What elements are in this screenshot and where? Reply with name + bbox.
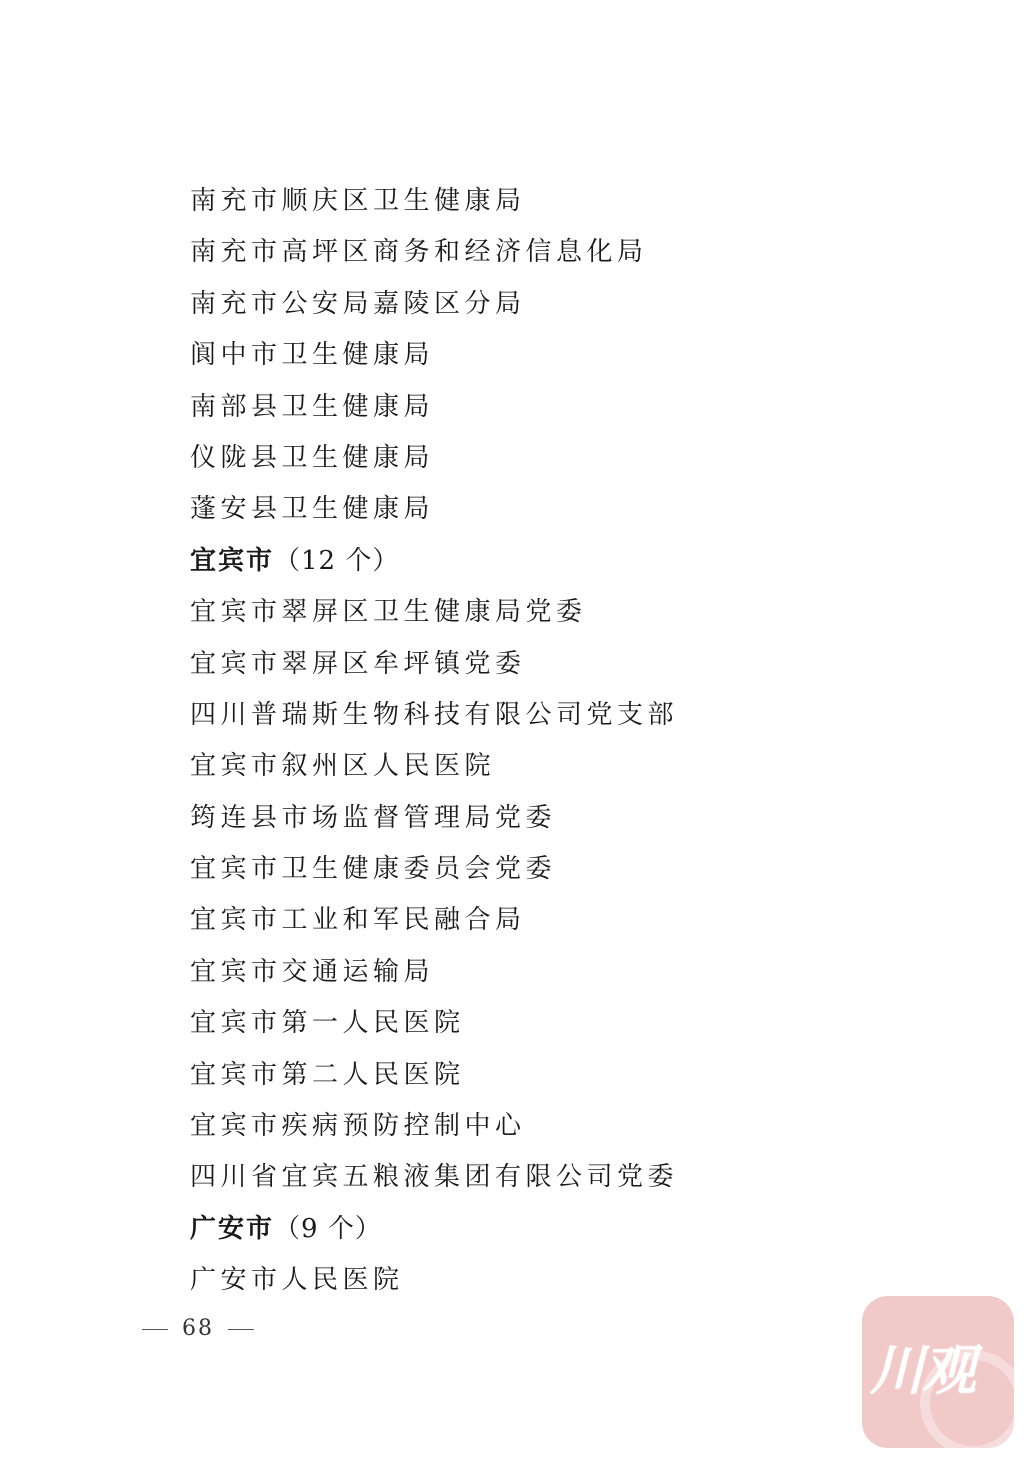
organization-list-item: 宜宾市翠屏区卫生健康局党委 [190, 597, 587, 628]
organization-list-item: 宜宾市交通运输局 [190, 956, 435, 987]
page-footer [142, 1316, 254, 1341]
organization-list-item: 南充市高坪区商务和经济信息化局 [190, 237, 648, 268]
footer-dash-right [228, 1329, 254, 1330]
organization-list-item: 南部县卫生健康局 [190, 391, 435, 422]
organization-list-item: 南充市顺庆区卫生健康局 [190, 186, 526, 216]
organization-list-item: 宜宾市第一人民医院 [190, 1008, 465, 1039]
organization-list-item: 四川省宜宾五粮液集团有限公司党委 [190, 1162, 679, 1193]
section-heading [190, 536, 678, 587]
organization-list-item: 宜宾市翠屏区牟坪镇党委 [190, 648, 526, 679]
organization-list-item: 宜宾市工业和军民融合局 [190, 905, 526, 936]
section-heading-count: （9 个） [274, 1213, 382, 1244]
page-number: 68 [182, 1316, 214, 1341]
section-heading-count: （12 个） [274, 545, 400, 576]
organization-list-item: 蓬安县卫生健康局 [190, 494, 435, 525]
section-heading [190, 1204, 678, 1255]
logo-text: 川观 [870, 1339, 974, 1402]
organization-list-item: 阆中市卫生健康局 [190, 340, 435, 371]
organization-list-item: 宜宾市叙州区人民医院 [190, 751, 496, 782]
organization-list [190, 176, 678, 1307]
section-heading-name: 广安市 [190, 1213, 275, 1244]
footer-dash-left [142, 1329, 168, 1330]
organization-list-item: 南充市公安局嘉陵区分局 [190, 288, 526, 319]
organization-list-item: 仪陇县卫生健康局 [190, 442, 435, 473]
organization-list-item: 四川普瑞斯生物科技有限公司党支部 [190, 699, 679, 730]
chuanguan-logo [862, 1296, 1014, 1448]
organization-list-item: 宜宾市疾病预防控制中心 [190, 1111, 526, 1142]
organization-list-item: 筠连县市场监督管理局党委 [190, 802, 557, 833]
organization-list-item: 宜宾市卫生健康委员会党委 [190, 854, 557, 885]
organization-list-item: 宜宾市第二人民医院 [190, 1059, 465, 1090]
section-heading-name: 宜宾市 [190, 545, 275, 576]
organization-list-item: 广安市人民医院 [190, 1265, 404, 1296]
